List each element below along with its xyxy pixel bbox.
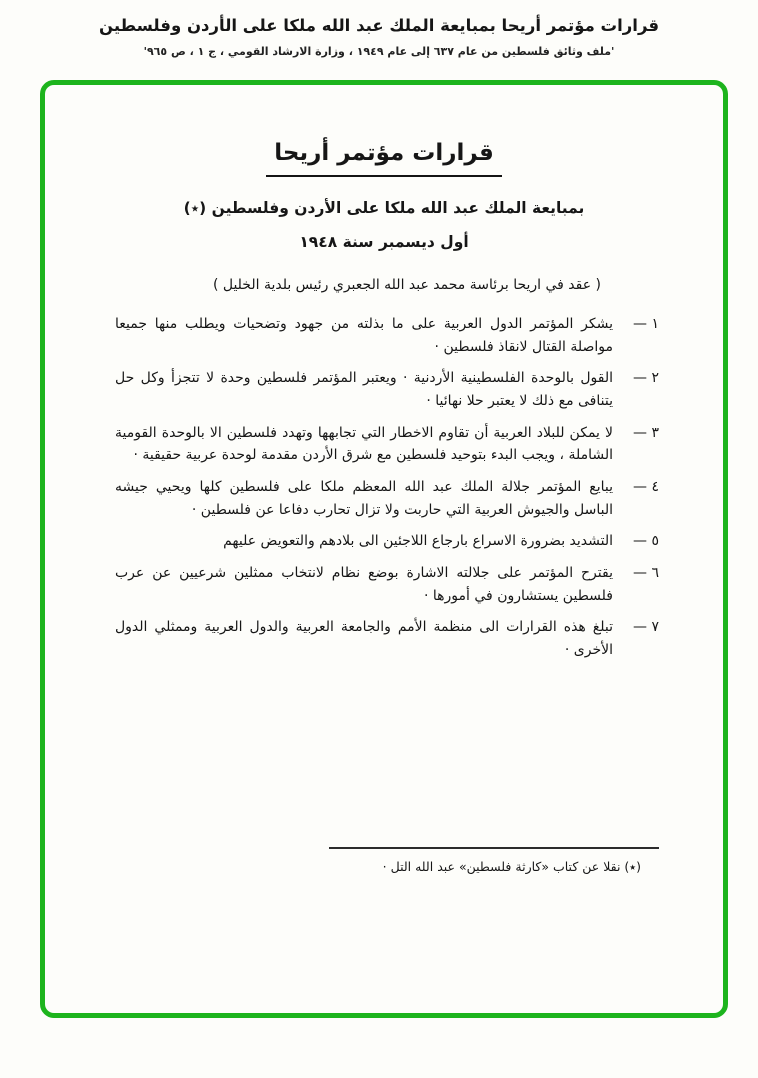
header-source-citation: 'ملف وثائق فلسطين من عام ٦٣٧ إلى عام ١٩٤٩ ، وزارة الارشاد القومي ، ج ١ ، ص ٩٦٥': [143, 45, 615, 58]
resolution-item-2: [109, 367, 659, 412]
resolution-item-text: لا يمكن للبلاد العربية أن تقاوم الاخطار التي تجابهها وتهدد فلسطين الا بالوحدة القومية الشاملة ، ويجب البدء بتوحيد فلسطين مع شرق الأردن مقدمة لوحدة عربية حقيقية ·: [115, 424, 613, 464]
resolution-item-number: ٧ —: [633, 619, 659, 636]
resolution-item-1: [109, 313, 659, 358]
resolution-item-3: [109, 422, 659, 467]
document-date: أول ديسمبر سنة ١٩٤٨: [299, 233, 469, 251]
footnote-text: (٭) نقلا عن كتاب «كارثة فلسطين» عبد الله التل ·: [382, 858, 641, 874]
document-subtitle: بمبايعة الملك عبد الله ملكا على الأردن وفلسطين (٭): [183, 199, 585, 217]
document-body: [45, 85, 723, 1013]
resolution-list: [109, 313, 659, 662]
resolution-item-4: [109, 476, 659, 521]
resolution-item-7: [109, 616, 659, 661]
resolution-item-number: ١ —: [633, 316, 659, 332]
document-frame: [40, 80, 728, 1018]
resolution-item-text: يبايع المؤتمر جلالة الملك عبد الله المعظم ملكا على فلسطين كلها ويحيي جيشه الباسل والجيوش العربية التي حاربت ولا تزال تحارب دفاعا عن فلسطين ·: [115, 479, 613, 518]
resolution-item-text: تبلغ هذه القرارات الى منظمة الأمم والجامعة العربية والدول العربية وممثلي الدول الأخرى ·: [115, 619, 613, 659]
resolution-item-text: يقترح المؤتمر على جلالته الاشارة بوضع نظام لانتخاب ممثلين شرعيين عن عرب فلسطين يستشارون في أمورها ·: [115, 565, 613, 604]
resolution-item-number: ٤ —: [633, 479, 659, 496]
resolution-item-number: ٦ —: [633, 565, 659, 582]
document-title: [109, 140, 659, 177]
resolution-item-number: ٥ —: [633, 533, 659, 550]
resolution-item-text: القول بالوحدة الفلسطينية الأردنية · ويعتبر المؤتمر فلسطين وحدة لا تتجزأ وكل حل يتنافى مع ذلك لا يعتبر حلا نهائيا ·: [115, 370, 613, 410]
resolution-item-text: التشديد بضرورة الاسراع بارجاع اللاجئين الى بلادهم والتعويض عليهم: [223, 533, 613, 550]
resolution-item-text: يشكر المؤتمر الدول العربية على ما بذلته من جهود وتضحيات ويطلب منها جميعا مواصلة القتال لانقاذ فلسطين ·: [115, 316, 613, 355]
page-header: [0, 0, 758, 58]
footnote: [329, 847, 659, 874]
resolution-item-6: [109, 562, 659, 607]
document-title-text: قرارات مؤتمر أريحا: [266, 140, 502, 177]
header-title: قرارات مؤتمر أريحا بمبايعة الملك عبد الله ملكا على الأردن وفلسطين: [98, 16, 660, 35]
resolution-item-number: ٢ —: [633, 370, 659, 387]
footnote-divider: [329, 847, 659, 849]
document-preamble: ( عقد في اريحا برئاسة محمد عبد الله الجعبري رئيس بلدية الخليل ): [212, 277, 601, 293]
resolution-item-5: [109, 530, 659, 553]
resolution-item-number: ٣ —: [633, 424, 659, 441]
